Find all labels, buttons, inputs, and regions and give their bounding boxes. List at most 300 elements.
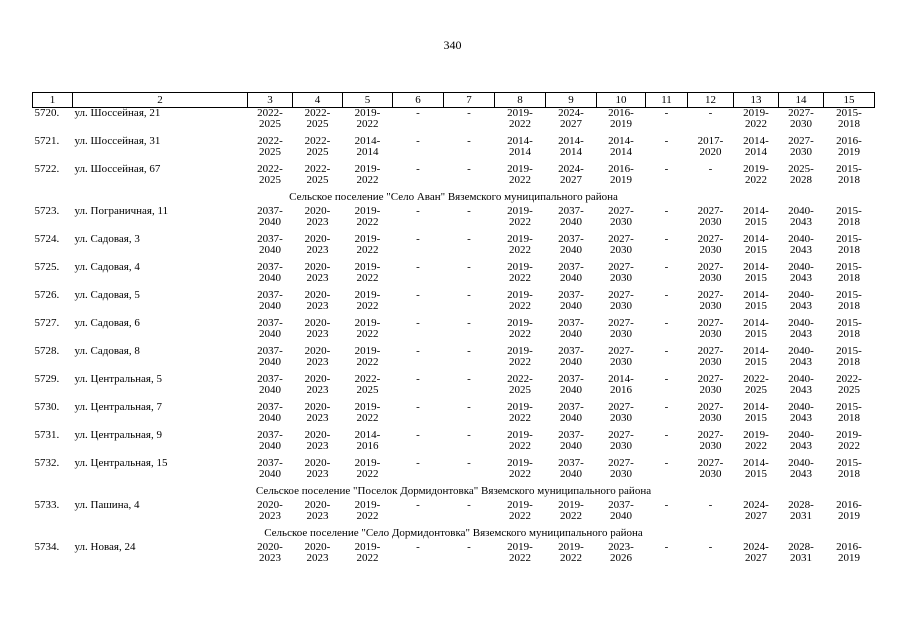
period-end: 2023 [306, 300, 329, 312]
period-cell [734, 164, 779, 192]
period-cell [646, 500, 688, 528]
period-start: 2019- [354, 401, 381, 413]
header-row [33, 93, 875, 108]
period-cell [444, 430, 495, 458]
period-end: 2023 [259, 552, 281, 564]
period-cell [393, 374, 444, 402]
period-start: - [416, 345, 420, 357]
period-end: 2040 [560, 328, 582, 340]
period-end: 2025 [259, 146, 281, 158]
period-cell [646, 542, 688, 570]
period-cell [688, 290, 734, 318]
period-cell [393, 108, 444, 137]
period-end: 2030 [610, 244, 632, 256]
period-end: 2022 [356, 174, 379, 186]
period-start: 2040- [788, 345, 814, 357]
period-end: 2014 [610, 146, 632, 158]
period-start: 2037- [558, 373, 584, 385]
table-row [33, 374, 875, 402]
period-cell [293, 346, 343, 374]
column-header: 11 [646, 93, 688, 108]
period-cell [779, 318, 824, 346]
period-cell [779, 262, 824, 290]
schedule-table [32, 92, 875, 570]
period-start: - [708, 541, 713, 553]
period-start: 2027- [697, 289, 724, 301]
period-cell [444, 136, 495, 164]
period-start: 2027- [697, 373, 724, 385]
period-cell [597, 430, 646, 458]
period-end: 2025 [306, 146, 329, 158]
period-start: 2014- [743, 457, 769, 469]
period-start: 2019- [354, 541, 381, 553]
row-number: 5726. [34, 289, 60, 301]
period-cell [546, 136, 597, 164]
period-start: - [664, 205, 669, 217]
period-start: - [664, 429, 669, 441]
period-cell [546, 458, 597, 486]
table-row [33, 346, 875, 374]
period-cell [546, 290, 597, 318]
period-end: 2023 [306, 216, 329, 228]
period-cell [495, 136, 546, 164]
period-end: 2043 [790, 412, 812, 424]
period-start: - [416, 429, 420, 441]
address-cell: ул. Садовая, 3 [74, 233, 140, 245]
period-end: 2030 [790, 118, 812, 130]
period-start: - [416, 205, 420, 217]
period-start: - [467, 429, 471, 441]
period-cell [734, 542, 779, 570]
table-row [33, 290, 875, 318]
period-end: 2023 [306, 440, 329, 452]
period-cell [779, 430, 824, 458]
period-end: 2022 [509, 300, 531, 312]
period-start: 2027- [697, 205, 724, 217]
period-cell [248, 206, 293, 234]
period-end: 2022 [509, 510, 531, 522]
period-cell [646, 108, 688, 137]
period-start: 2040- [788, 205, 814, 217]
column-header: 4 [293, 93, 343, 108]
period-cell [495, 290, 546, 318]
period-cell [248, 234, 293, 262]
period-cell [824, 430, 875, 458]
period-cell [734, 318, 779, 346]
period-end: 2023 [306, 384, 329, 396]
period-start: 2020- [257, 541, 283, 553]
period-end: 2025 [259, 118, 281, 130]
period-start: 2015- [836, 457, 862, 469]
row-number: 5723. [34, 205, 60, 217]
period-end: 2040 [259, 440, 281, 452]
period-cell [495, 108, 546, 137]
period-start: 2014- [743, 345, 769, 357]
period-end: 2022 [356, 118, 379, 130]
period-end: 2040 [560, 384, 582, 396]
period-cell [248, 402, 293, 430]
period-cell [495, 206, 546, 234]
section-heading-row [33, 528, 875, 542]
period-start: - [664, 457, 669, 469]
period-end: 2040 [560, 244, 582, 256]
period-end: 2040 [560, 272, 582, 284]
page-number: 340 [443, 38, 462, 52]
period-end: 2022 [509, 244, 531, 256]
period-cell [824, 206, 875, 234]
period-start: 2027- [608, 289, 634, 301]
section-heading: Сельское поселение "Село Аван" Вяземского муниципального района [289, 191, 618, 203]
period-cell [646, 346, 688, 374]
period-cell [646, 262, 688, 290]
period-start: - [416, 373, 420, 385]
period-end: 2026 [610, 552, 632, 564]
period-cell [393, 430, 444, 458]
period-end: 2040 [560, 468, 582, 480]
period-start: 2040- [788, 429, 814, 441]
period-start: 2020- [304, 401, 331, 413]
period-start: 2019- [507, 205, 533, 217]
period-cell [444, 164, 495, 192]
period-end: 2030 [699, 384, 722, 396]
period-cell [248, 500, 293, 528]
period-end: 2030 [610, 412, 632, 424]
period-cell [779, 290, 824, 318]
period-cell [646, 206, 688, 234]
period-cell [597, 458, 646, 486]
period-cell [495, 318, 546, 346]
period-cell [824, 234, 875, 262]
period-start: 2019- [836, 429, 862, 441]
period-cell [393, 290, 444, 318]
period-start: 2037- [558, 457, 584, 469]
column-header: 6 [393, 93, 444, 108]
period-end: 2030 [699, 244, 722, 256]
table-row [33, 234, 875, 262]
period-end: 2018 [838, 216, 860, 228]
period-start: 2019- [507, 163, 533, 175]
period-cell [343, 164, 393, 192]
period-cell [688, 402, 734, 430]
period-end: 2040 [259, 244, 281, 256]
period-cell [248, 374, 293, 402]
period-cell [597, 346, 646, 374]
period-start: 2017- [697, 135, 724, 147]
period-start: 2020- [304, 429, 331, 441]
period-cell [293, 374, 343, 402]
period-cell [824, 402, 875, 430]
period-cell [393, 346, 444, 374]
period-start: 2037- [257, 233, 283, 245]
period-start: 2027- [697, 457, 724, 469]
period-start: 2037- [257, 401, 283, 413]
column-header: 15 [824, 93, 875, 108]
period-cell [646, 318, 688, 346]
period-end: 2030 [699, 216, 722, 228]
period-end: 2043 [790, 272, 812, 284]
period-start: - [467, 499, 471, 511]
period-start: 2019- [507, 499, 533, 511]
period-cell [734, 206, 779, 234]
period-end: 2030 [610, 272, 632, 284]
period-end: 2022 [356, 216, 379, 228]
section-heading: Сельское поселение "Поселок Дормидонтовка" Вяземского муниципального района [255, 485, 652, 497]
period-end: 2018 [838, 174, 860, 186]
column-header: 14 [779, 93, 824, 108]
period-start: 2019- [507, 317, 533, 329]
period-start: 2027- [608, 401, 634, 413]
period-start: - [664, 373, 669, 385]
period-start: 2040- [788, 317, 814, 329]
period-cell [495, 458, 546, 486]
period-start: - [467, 107, 471, 119]
period-start: - [708, 163, 713, 175]
period-cell [343, 458, 393, 486]
period-start: 2037- [558, 261, 584, 273]
period-end: 2040 [560, 356, 582, 368]
period-start: 2037- [257, 429, 283, 441]
period-start: 2037- [257, 205, 283, 217]
period-start: - [664, 107, 669, 119]
period-cell [734, 262, 779, 290]
period-end: 2015 [745, 216, 767, 228]
period-cell [597, 164, 646, 192]
period-cell [444, 346, 495, 374]
period-cell [597, 234, 646, 262]
period-end: 2023 [306, 412, 329, 424]
period-start: 2037- [608, 499, 634, 511]
period-start: 2020- [304, 541, 331, 553]
period-start: 2019- [507, 289, 533, 301]
period-start: 2019- [354, 457, 381, 469]
period-cell [248, 290, 293, 318]
period-cell [688, 430, 734, 458]
period-start: 2014- [743, 233, 769, 245]
period-cell [495, 542, 546, 570]
period-start: 2015- [836, 107, 862, 119]
column-header: 3 [248, 93, 293, 108]
row-number: 5730. [34, 401, 60, 413]
table-row [33, 500, 875, 528]
period-end: 2030 [610, 216, 632, 228]
period-start: 2027- [697, 429, 724, 441]
period-cell [646, 430, 688, 458]
period-start: 2020- [304, 317, 331, 329]
period-start: 2020- [304, 345, 331, 357]
address-cell: ул. Садовая, 5 [74, 289, 140, 301]
period-end: 2022 [509, 412, 531, 424]
table-row [33, 108, 875, 137]
column-header: 2 [73, 93, 248, 108]
period-cell [779, 206, 824, 234]
period-start: - [416, 233, 420, 245]
period-start: 2019- [743, 429, 769, 441]
period-start: 2037- [558, 345, 584, 357]
period-start: 2027- [788, 135, 814, 147]
period-end: 2015 [745, 412, 767, 424]
period-cell [779, 234, 824, 262]
period-start: 2019- [354, 289, 381, 301]
address-cell: ул. Центральная, 9 [74, 429, 162, 441]
period-cell [779, 402, 824, 430]
table-row [33, 430, 875, 458]
row-number: 5722. [34, 163, 60, 175]
period-cell [444, 458, 495, 486]
period-start: 2027- [608, 317, 634, 329]
period-cell [293, 206, 343, 234]
period-start: 2019- [507, 345, 533, 357]
table-row [33, 402, 875, 430]
period-cell [597, 318, 646, 346]
period-cell [293, 108, 343, 137]
period-end: 2027 [560, 118, 582, 130]
period-start: 2016- [608, 163, 634, 175]
period-start: - [467, 317, 471, 329]
period-end: 2030 [699, 272, 722, 284]
period-cell [343, 430, 393, 458]
period-end: 2014 [356, 146, 379, 158]
period-end: 2022 [745, 174, 767, 186]
period-start: 2027- [608, 205, 634, 217]
period-cell [444, 500, 495, 528]
period-end: 2018 [838, 356, 860, 368]
period-end: 2019 [838, 146, 860, 158]
period-start: 2037- [257, 317, 283, 329]
period-start: 2015- [836, 289, 862, 301]
period-end: 2023 [306, 356, 329, 368]
period-cell [597, 108, 646, 137]
period-end: 2022 [560, 552, 582, 564]
period-cell [646, 164, 688, 192]
period-cell [393, 262, 444, 290]
period-cell [546, 346, 597, 374]
period-cell [393, 164, 444, 192]
period-end: 2022 [356, 244, 379, 256]
period-cell [734, 346, 779, 374]
period-cell [688, 500, 734, 528]
period-start: 2022- [304, 163, 331, 175]
period-cell [597, 290, 646, 318]
period-start: 2040- [788, 457, 814, 469]
period-end: 2025 [306, 174, 329, 186]
period-cell [293, 402, 343, 430]
period-start: 2037- [558, 233, 584, 245]
period-end: 2030 [610, 440, 632, 452]
period-cell [393, 500, 444, 528]
period-start: 2022- [304, 107, 331, 119]
period-cell [688, 206, 734, 234]
period-start: 2037- [257, 373, 283, 385]
period-cell [734, 430, 779, 458]
period-cell [343, 346, 393, 374]
period-start: 2019- [507, 429, 533, 441]
period-start: 2019- [507, 261, 533, 273]
period-start: 2015- [836, 163, 862, 175]
period-end: 2027 [745, 552, 767, 564]
period-start: 2015- [836, 317, 862, 329]
period-cell [824, 346, 875, 374]
period-start: 2024- [743, 499, 769, 511]
table-body [33, 108, 875, 571]
period-start: 2014- [743, 401, 769, 413]
period-start: 2014- [743, 205, 769, 217]
period-start: 2015- [836, 205, 862, 217]
period-start: 2014- [743, 289, 769, 301]
period-cell [248, 262, 293, 290]
period-cell [734, 234, 779, 262]
period-cell [734, 500, 779, 528]
period-cell [779, 458, 824, 486]
period-cell [293, 136, 343, 164]
period-cell [779, 164, 824, 192]
period-start: 2020- [304, 233, 331, 245]
period-start: - [467, 541, 471, 553]
table-row [33, 262, 875, 290]
period-start: 2015- [836, 345, 862, 357]
period-start: 2020- [304, 289, 331, 301]
period-cell [293, 262, 343, 290]
period-start: - [467, 289, 471, 301]
period-cell [393, 318, 444, 346]
period-cell [646, 402, 688, 430]
period-start: 2037- [558, 289, 584, 301]
period-start: - [416, 317, 420, 329]
period-cell [546, 234, 597, 262]
period-cell [734, 136, 779, 164]
period-start: 2019- [354, 205, 381, 217]
period-start: 2014- [507, 135, 533, 147]
period-end: 2030 [699, 356, 722, 368]
row-number: 5732. [34, 457, 60, 469]
period-start: 2027- [697, 401, 724, 413]
period-start: - [416, 289, 420, 301]
period-end: 2023 [259, 510, 281, 522]
period-end: 2020 [699, 146, 722, 158]
period-cell [495, 430, 546, 458]
period-cell [495, 374, 546, 402]
period-start: 2024- [558, 163, 584, 175]
period-cell [343, 542, 393, 570]
period-cell [343, 136, 393, 164]
period-end: 2040 [259, 384, 281, 396]
period-end: 2022 [356, 552, 379, 564]
period-cell [546, 430, 597, 458]
column-header: 9 [546, 93, 597, 108]
table-row [33, 206, 875, 234]
period-start: 2023- [608, 541, 634, 553]
period-cell [343, 206, 393, 234]
period-end: 2018 [838, 244, 860, 256]
period-end: 2030 [610, 468, 632, 480]
period-cell [546, 262, 597, 290]
period-start: 2016- [608, 107, 634, 119]
period-cell [495, 164, 546, 192]
period-cell [824, 262, 875, 290]
period-end: 2043 [790, 216, 812, 228]
period-start: 2022- [507, 373, 533, 385]
period-cell [597, 136, 646, 164]
row-number: 5729. [34, 373, 60, 385]
period-end: 2022 [509, 356, 531, 368]
period-end: 2018 [838, 300, 860, 312]
period-start: 2022- [836, 373, 862, 385]
period-start: 2019- [354, 317, 381, 329]
address-cell: ул. Шоссейная, 21 [74, 107, 161, 119]
row-number: 5731. [34, 429, 60, 441]
address-cell: ул. Шоссейная, 67 [74, 163, 161, 175]
period-start: 2028- [788, 499, 814, 511]
period-cell [824, 500, 875, 528]
